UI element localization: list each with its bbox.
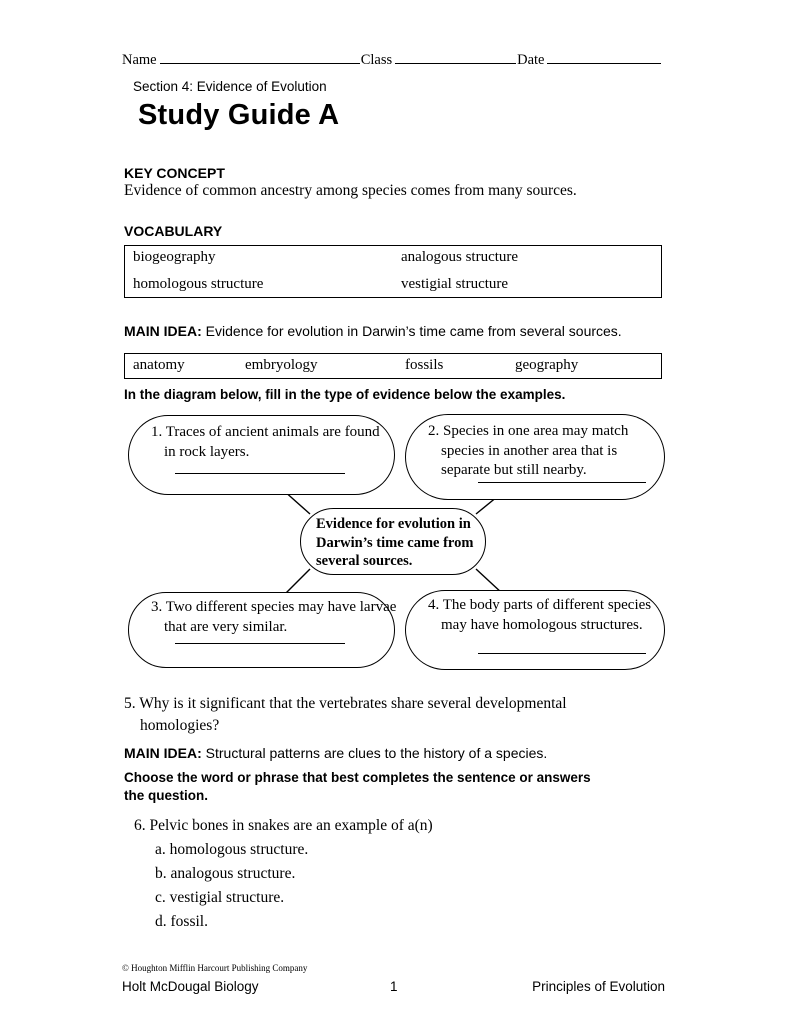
vocabulary-term: analogous structure	[401, 249, 519, 265]
diagram-center-box	[300, 508, 486, 575]
copyright-notice: © Houghton Mifflin Harcourt Publishing Company	[122, 963, 308, 973]
word-bank-item: anatomy	[133, 357, 185, 373]
vocabulary-term: homologous structure	[133, 275, 264, 292]
vocabulary-table	[124, 245, 662, 298]
footer-page-number: 1	[390, 979, 398, 994]
vocabulary-heading: VOCABULARY	[124, 223, 223, 239]
word-bank-item: geography	[515, 357, 579, 373]
date-label: Date	[517, 52, 545, 68]
question-6-option-a[interactable]: a. homologous structure.	[155, 841, 309, 858]
diagram-box-4-answer-blank[interactable]	[478, 653, 646, 654]
question-6-option-c[interactable]: c. vestigial structure.	[155, 889, 285, 906]
diagram-center-text: Evidence for evolution in Darwin’s time came from several sources.	[316, 516, 474, 569]
diagram-box-3	[128, 592, 395, 668]
word-bank-item: embryology	[245, 357, 318, 373]
date-blank-line[interactable]	[547, 51, 661, 64]
main-idea-1	[124, 323, 622, 339]
diagram-box-3-answer-blank[interactable]	[175, 643, 345, 644]
question-5: 5. Why is it significant that the vertebrates share several developmental homologies?	[124, 695, 567, 734]
choose-instruction: Choose the word or phrase that best completes the sentence or answers the question.	[124, 770, 591, 803]
main-idea-label: MAIN IDEA:	[124, 745, 202, 761]
class-label: Class	[360, 52, 393, 68]
diagram-box-1-text: 1. Traces of ancient animals are found in rock layers.	[151, 424, 380, 460]
section-subtitle: Section 4: Evidence of Evolution	[133, 79, 327, 94]
name-label: Name	[122, 52, 157, 68]
diagram-box-2-text: 2. Species in one area may match species in another area that is separate but still nearby.	[428, 423, 629, 478]
main-idea-text: Evidence for evolution in Darwin’s time came from several sources.	[201, 323, 622, 339]
footer-chapter-title: Principles of Evolution	[532, 979, 665, 994]
diagram-box-4	[405, 590, 665, 670]
question-6-option-b[interactable]: b. analogous structure.	[155, 865, 296, 882]
vocabulary-term: vestigial structure	[401, 275, 509, 292]
page-title: Study Guide A	[138, 99, 340, 131]
table-row	[125, 246, 661, 273]
key-concept-text: Evidence of common ancestry among species comes from many sources.	[124, 182, 577, 199]
key-concept-heading: KEY CONCEPT	[124, 165, 225, 181]
footer-book-title: Holt McDougal Biology	[122, 979, 259, 994]
name-blank-line[interactable]	[160, 51, 360, 64]
main-idea-2	[124, 745, 547, 761]
question-6-option-d[interactable]: d. fossil.	[155, 913, 208, 930]
name-class-date-line	[122, 51, 662, 69]
main-idea-text: Structural patterns are clues to the history of a species.	[201, 745, 548, 761]
class-blank-line[interactable]	[395, 51, 516, 64]
word-bank-table	[124, 353, 662, 379]
vocabulary-term: biogeography	[133, 249, 216, 265]
diagram-box-1	[128, 415, 395, 495]
question-6-stem: 6. Pelvic bones in snakes are an example of a(n)	[134, 817, 433, 834]
diagram-box-4-text: 4. The body parts of different species may have homologous structures.	[428, 597, 652, 633]
diagram-box-2-answer-blank[interactable]	[478, 482, 646, 483]
table-row	[125, 273, 661, 300]
diagram-box-1-answer-blank[interactable]	[175, 473, 345, 474]
diagram-instruction: In the diagram below, fill in the type of evidence below the examples.	[124, 387, 566, 402]
main-idea-label: MAIN IDEA:	[124, 323, 202, 339]
diagram-box-3-text: 3. Two different species may have larvae that are very similar.	[151, 599, 397, 635]
diagram-box-2	[405, 414, 665, 500]
word-bank-item: fossils	[405, 357, 444, 373]
